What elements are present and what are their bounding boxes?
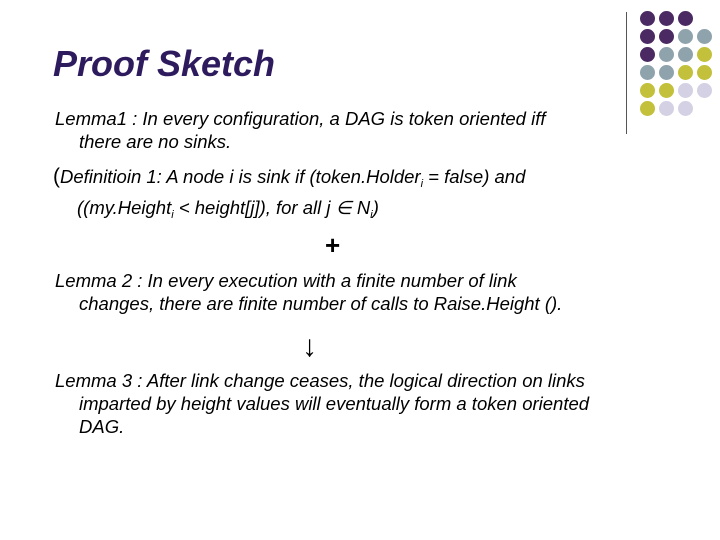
definition-line-1 (53, 165, 525, 196)
dot-lavender (678, 101, 693, 116)
definition-text-a: Definitioin 1: A node i is sink if (token.Holder (60, 166, 421, 187)
definition-line-2 (53, 196, 525, 227)
lemma-1-line-2: there are no sinks. (79, 131, 232, 152)
dot-gray-blue (640, 65, 655, 80)
dot-purple (659, 29, 674, 44)
dot-lavender (697, 83, 712, 98)
lemma-3-line-3: DAG. (79, 416, 125, 437)
dot-gray-blue (678, 29, 693, 44)
lemma-1 (55, 107, 546, 153)
definition-text-d: < height[j]), for all j ∈ N (173, 197, 371, 218)
dot-purple (659, 11, 674, 26)
dot-lavender (678, 83, 693, 98)
dot-purple (678, 11, 693, 26)
dot-gray-blue (697, 29, 712, 44)
definition-text-b: = false) and (423, 166, 526, 187)
dot-olive (640, 83, 655, 98)
lemma-3 (55, 369, 589, 438)
open-paren: ( (53, 165, 60, 188)
subscript-i: i (370, 209, 373, 221)
lemma-2-line-2: changes, there are finite number of calls to Raise.Height (). (79, 293, 563, 314)
dot-olive (697, 65, 712, 80)
lemma-3-line-1: Lemma 3 : After link change ceases, the logical direction on links (55, 370, 585, 391)
decorative-vertical-line (626, 12, 627, 134)
dot-gray-blue (659, 65, 674, 80)
dot-olive (678, 65, 693, 80)
dot-gray-blue (659, 47, 674, 62)
dot-lavender (659, 101, 674, 116)
lemma-3-line-2: imparted by height values will eventually form a token oriented (79, 393, 590, 414)
slide-title: Proof Sketch (53, 43, 276, 84)
definition-text-c: ((my.Height (77, 197, 172, 218)
subscript-i: i (420, 178, 424, 190)
dot-olive (640, 101, 655, 116)
definition-1 (53, 165, 525, 227)
dot-purple (640, 29, 655, 44)
down-arrow-icon: ↓ (302, 330, 317, 363)
dot-olive (659, 83, 674, 98)
dot-olive (697, 47, 712, 62)
lemma-1-line-1: Lemma1 : In every configuration, a DAG is token oriented iff (55, 108, 546, 129)
dot-gray-blue (678, 47, 693, 62)
lemma-2 (55, 269, 562, 315)
lemma-2-line-1: Lemma 2 : In every execution with a finite number of link (55, 270, 517, 291)
dot-purple (640, 11, 655, 26)
definition-text-e: ) (372, 197, 379, 218)
plus-symbol: + (325, 230, 341, 260)
dot-purple (640, 47, 655, 62)
subscript-i: i (171, 209, 174, 221)
